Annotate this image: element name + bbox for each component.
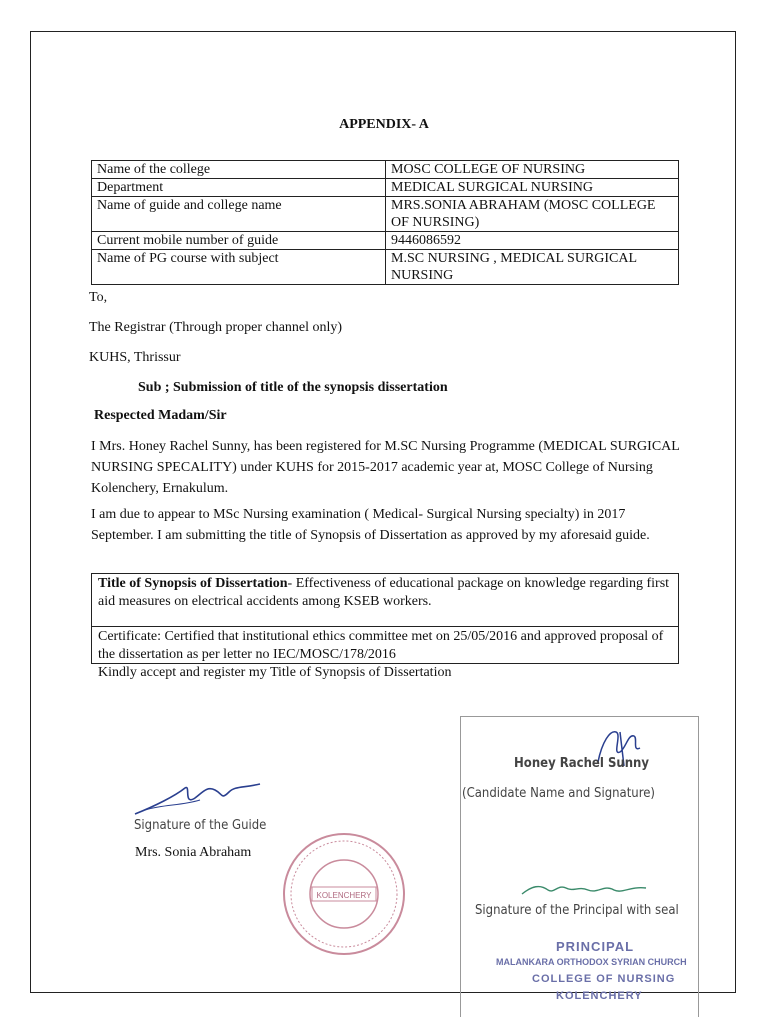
principal-seal-title: PRINCIPAL — [556, 939, 635, 954]
table-row — [92, 197, 679, 232]
table-key: Name of PG course with subject — [92, 250, 386, 285]
body-paragraph-2: I am due to appear to MSc Nursing examination ( Medical- Surgical Nursing specialty) in 2017 September. I am submitting the title of Synopsis of Dissertation as approved by my aforesaid guide. — [91, 507, 650, 543]
principal-signature-icon — [518, 876, 658, 902]
candidate-caption: (Candidate Name and Signature) — [462, 786, 655, 801]
salutation: Respected Madam/Sir — [94, 408, 227, 423]
address-location: KUHS, Thrissur — [89, 350, 181, 365]
table-row — [92, 179, 679, 197]
table-row — [92, 232, 679, 250]
guide-caption: Signature of the Guide — [134, 818, 267, 833]
closing-line: Kindly accept and register my Title of Synopsis of Dissertation — [98, 665, 452, 680]
guide-name: Mrs. Sonia Abraham — [135, 845, 252, 860]
principal-seal-line-3: KOLENCHERY — [556, 990, 643, 1002]
synopsis-label: Title of Synopsis of Dissertation — [98, 576, 288, 591]
table-key: Current mobile number of guide — [92, 232, 386, 250]
table-key: Name of the college — [92, 161, 386, 179]
table-value: 9446086592 — [386, 232, 679, 250]
principal-caption: Signature of the Principal with seal — [475, 903, 679, 918]
table-row — [92, 161, 679, 179]
table-key: Department — [92, 179, 386, 197]
table-value: MOSC COLLEGE OF NURSING — [386, 161, 679, 179]
table-value: M.SC NURSING , MEDICAL SURGICAL NURSING — [386, 250, 679, 285]
address-to: To, — [89, 290, 108, 305]
synopsis-box — [91, 573, 679, 627]
certificate-text: Certificate: Certified that institutional ethics committee met on 25/05/2016 and approved proposal of the dissertation as per letter no IEC/MOSC/178/2016 — [98, 629, 664, 662]
document-title: APPENDIX- A — [339, 117, 429, 132]
round-seal-icon — [278, 828, 410, 960]
table-row — [92, 250, 679, 285]
certificate-box — [91, 626, 679, 664]
principal-seal-line-2: COLLEGE OF NURSING — [532, 973, 676, 985]
table-value: MRS.SONIA ABRAHAM (MOSC COLLEGE OF NURSING) — [386, 197, 679, 232]
info-table — [91, 160, 679, 285]
candidate-name: Honey Rachel Sunny — [514, 756, 649, 771]
table-key: Name of guide and college name — [92, 197, 386, 232]
round-seal-center-text: KOLENCHERY — [316, 891, 372, 900]
body-paragraph-1: I Mrs. Honey Rachel Sunny, has been registered for M.SC Nursing Programme (MEDICAL SURGICAL NURSING SPECALITY) under KUHS for 2015-2017 academic year at, MOSC College of Nursing Kolenchery, Ernakulum. — [91, 439, 680, 496]
table-value: MEDICAL SURGICAL NURSING — [386, 179, 679, 197]
address-recipient: The Registrar (Through proper channel only) — [89, 320, 343, 335]
principal-seal-line-1: MALANKARA ORTHODOX SYRIAN CHURCH — [496, 957, 687, 967]
synopsis-text: - Effectiveness of educational package on knowledge regarding first aid measures on electrical accidents among KSEB workers. — [98, 576, 670, 609]
subject-line: Sub ; Submission of title of the synopsis dissertation — [138, 380, 448, 395]
